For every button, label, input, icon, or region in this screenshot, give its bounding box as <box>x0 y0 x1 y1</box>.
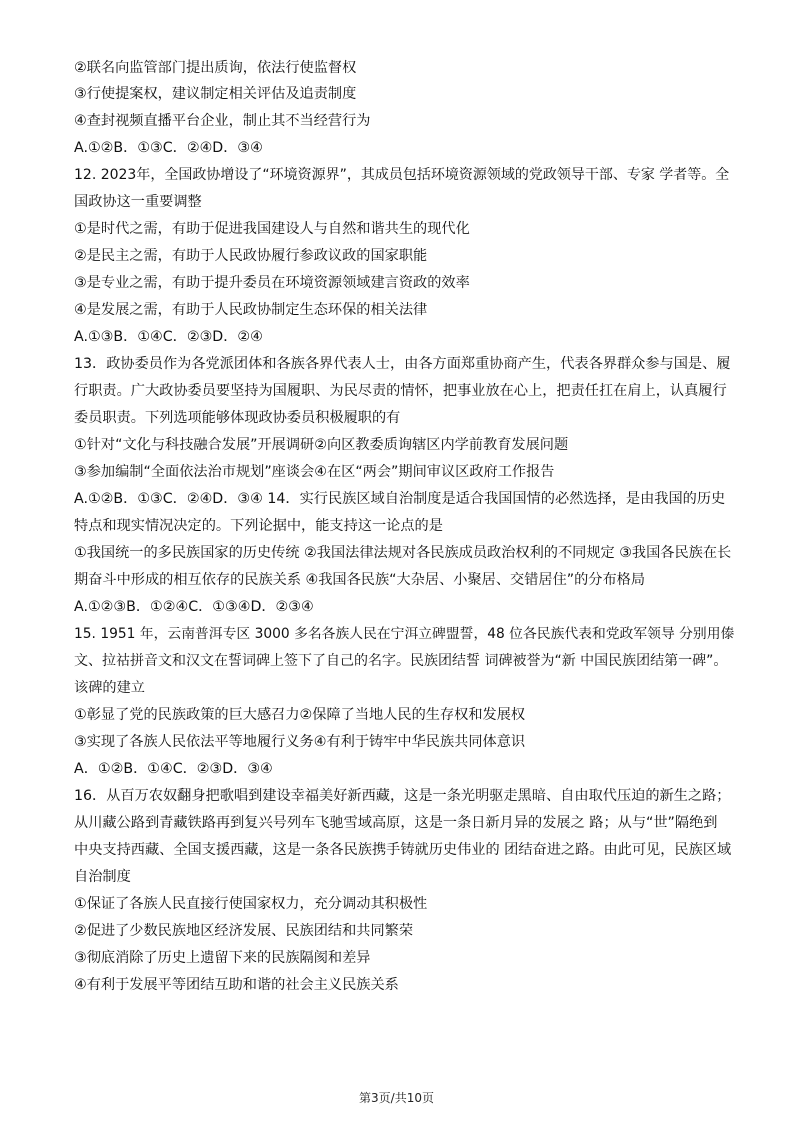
question-15-stem-line-1: 15. 1951 年，云南普洱专区 3000 多名各族人民在宁洱立碑盟誓，48 位各民族代表和党政军领导 分别用傣 <box>74 626 734 642</box>
q14-options-line-2: 期奋斗中形成的相互依存的民族关系 ④我国各民族“大杂居、小聚居、交错居住”的分布格局 <box>74 572 646 588</box>
question-16-stem-line-3: 中央支持西藏、全国支援西藏，这是一条各民族携手铸就历史伟业的 团结奋进之路。由此可见，民族区域 <box>74 842 732 858</box>
page-number-footer: 第3页/共10页 <box>359 1091 434 1105</box>
q16-option-3: ③彻底消除了历史上遗留下来的民族隔阂和差异 <box>74 950 371 966</box>
answer-choices-q13-and-q14-stem: A.①②B．①③C．②④D．③④ 14．实行民族区域自治制度是适合我国国情的必然选择，是由我国的历史 <box>74 491 726 507</box>
question-16-stem-line-2: 从川藏公路到青藏铁路再到复兴号列车飞驰雪域高原，这是一条日新月异的发展之 路；从与“世”隔绝到 <box>74 815 718 831</box>
question-13-stem-line-1: 13．政协委员作为各党派团体和各族各界代表人士，由各方面郑重协商产生，代表各界群众参与国是、履 <box>74 356 731 372</box>
option-2-supervise: ②联名向监管部门提出质询，依法行使监督权 <box>74 60 357 76</box>
q16-option-4: ④有利于发展平等团结互助和谐的社会主义民族关系 <box>74 977 399 993</box>
q13-options-3-4: ③参加编制“全面依法治市规划”座谈会④在区“两会”期间审议区政府工作报告 <box>74 464 555 480</box>
option-3-proposal: ③行使提案权，建议制定相关评估及追责制度 <box>74 86 357 102</box>
question-13-stem-line-3: 委员职责。下列选项能够体现政协委员积极履职的有 <box>74 410 401 426</box>
question-12-stem-line-2: 国政协这一重要调整 <box>74 194 202 210</box>
q15-options-1-2: ①彰显了党的民族政策的巨大感召力②保障了当地人民的生存权和发展权 <box>74 707 526 723</box>
q12-option-4: ④是发展之需，有助于人民政协制定生态环保的相关法律 <box>74 302 428 318</box>
answer-choices-q12: A.①③B．①④C．②③D．②④ <box>74 329 263 345</box>
answer-choices-q14: A.①②③B．①②④C．①③④D．②③④ <box>74 599 314 615</box>
q14-options-line-1: ①我国统一的多民族国家的历史传统 ②我国法律法规对各民族成员政治权利的不同规定 ③我国各民族在长 <box>74 545 732 561</box>
q12-option-3: ③是专业之需，有助于提升委员在环境资源领域建言资政的效率 <box>74 275 470 291</box>
q13-options-1-2: ①针对“文化与科技融合发展”开展调研②向区教委质询辖区内学前教育发展问题 <box>74 437 569 453</box>
question-16-stem-line-4: 自治制度 <box>74 869 131 885</box>
q12-option-2: ②是民主之需，有助于人民政协履行参政议政的国家职能 <box>74 248 428 264</box>
answer-choices-q15: A．①②B．①④C．②③D．③④ <box>74 761 273 777</box>
answer-choices-q11: A.①②B．①③C．②④D．③④ <box>74 140 263 156</box>
option-4-seal-enterprise: ④查封视频直播平台企业，制止其不当经营行为 <box>74 113 371 129</box>
q16-option-1: ①保证了各族人民直接行使国家权力，充分调动其积极性 <box>74 896 428 912</box>
question-16-stem-line-1: 16．从百万农奴翻身把歌唱到建设幸福美好新西藏，这是一条光明驱走黑暗、自由取代压迫的新生之路； <box>74 788 731 804</box>
question-13-stem-line-2: 行职责。广大政协委员要坚持为国履职、为民尽责的情怀，把事业放在心上，把责任扛在肩上，认真履行 <box>74 383 727 399</box>
q12-option-1: ①是时代之需，有助于促进我国建设人与自然和谐共生的现代化 <box>74 221 470 237</box>
question-15-stem-line-3: 该碑的建立 <box>74 680 145 696</box>
question-14-stem-line-2: 特点和现实情况决定的。下列论据中，能支持这一论点的是 <box>74 518 443 534</box>
question-15-stem-line-2: 文、拉祜拼音文和汉文在誓词碑上签下了自己的名字。民族团结誓 词碑被誉为“新 中国民族团结第一碑”。 <box>74 653 728 669</box>
question-12-stem-line-1: 12. 2023年，全国政协增设了“环境资源界”，其成员包括环境资源领域的党政领导干部、专家 学者等。全 <box>74 167 730 183</box>
q16-option-2: ②促进了少数民族地区经济发展、民族团结和共同繁荣 <box>74 923 414 939</box>
q15-options-3-4: ③实现了各族人民依法平等地履行义务④有利于铸牢中华民族共同体意识 <box>74 734 526 750</box>
